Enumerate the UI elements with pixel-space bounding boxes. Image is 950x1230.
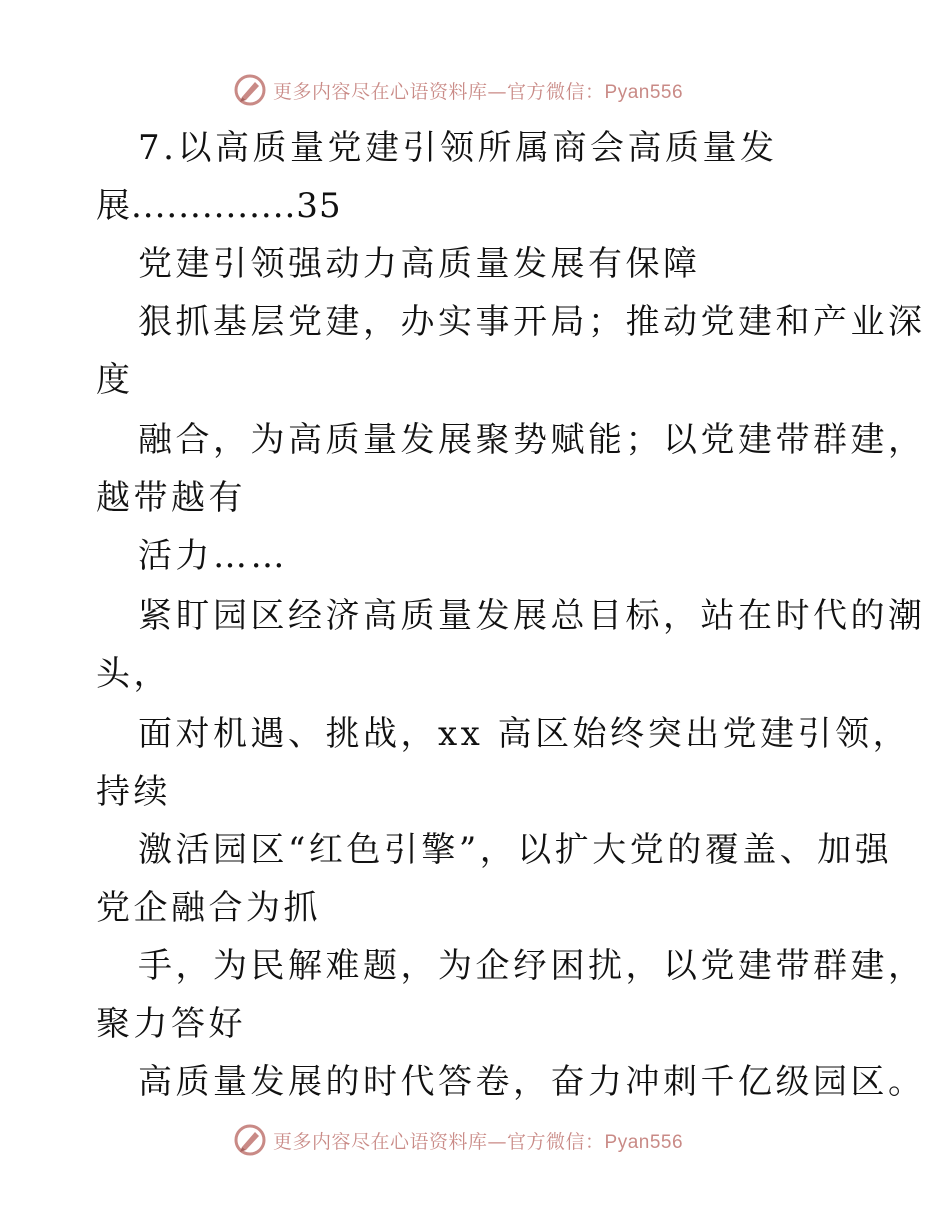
text-line-15: 手，为民解难题，为企纾困扰，以党建带群建， <box>138 946 926 986</box>
text-line-1: 7.以高质量党建引领所属商会高质量发 <box>138 128 778 168</box>
text-line-2: 展..............35 <box>96 186 342 226</box>
text-line-6: 融合，为高质量发展聚势赋能；以党建带群建， <box>138 420 926 460</box>
text-line-13: 激活园区“红色引擎”，以扩大党的覆盖、加强 <box>138 830 893 870</box>
text-line-5: 度 <box>96 360 134 400</box>
text-line-4: 狠抓基层党建，办实事开局；推动党建和产业深 <box>138 302 926 342</box>
text-line-16: 聚力答好 <box>96 1004 246 1044</box>
watermark-text: 更多内容尽在心语资料库—官方微信：Pyan556 <box>273 80 684 103</box>
text-line-12: 持续 <box>96 772 171 812</box>
text-line-7: 越带越有 <box>96 478 246 518</box>
pen-logo-icon <box>233 1123 267 1157</box>
text-line-9: 紧盯园区经济高质量发展总目标，站在时代的潮 <box>138 596 926 636</box>
header-watermark-banner <box>0 70 950 110</box>
pen-logo-icon <box>233 73 267 107</box>
footer-watermark-banner <box>0 1120 950 1160</box>
watermark-text: 更多内容尽在心语资料库—官方微信：Pyan556 <box>273 1130 684 1153</box>
text-line-3: 党建引领强动力高质量发展有保障 <box>138 244 701 284</box>
text-line-17: 高质量发展的时代答卷，奋力冲刺千亿级园区。 <box>138 1062 926 1102</box>
text-line-8: 活力…… <box>138 536 288 576</box>
text-line-10: 头， <box>96 654 171 694</box>
text-line-14: 党企融合为抓 <box>96 888 321 928</box>
text-line-11: 面对机遇、挑战，xx 高区始终突出党建引领， <box>138 714 911 754</box>
